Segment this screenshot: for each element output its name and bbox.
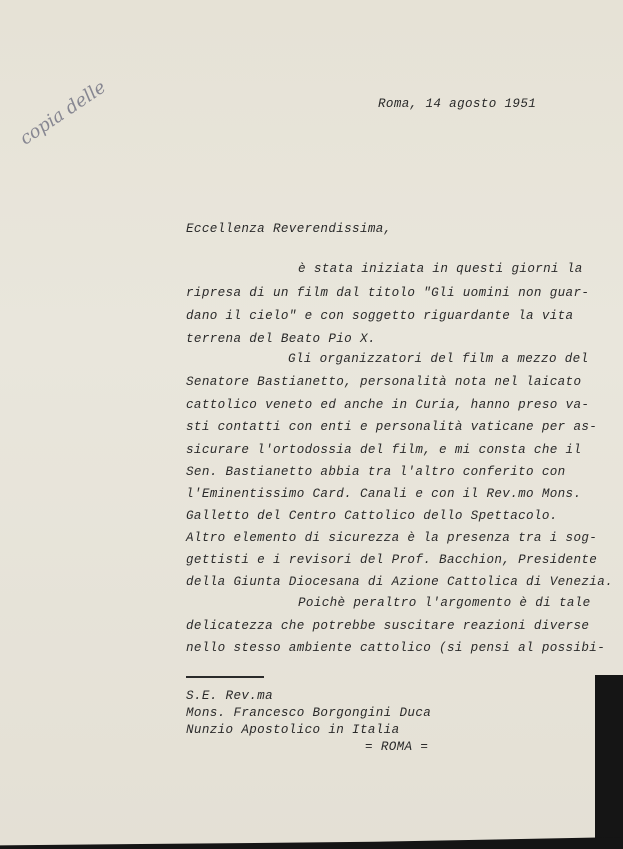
letter-date: Roma, 14 agosto 1951	[378, 97, 537, 111]
body-line: sti contatti con enti e personalità vaticane per as-	[186, 420, 598, 434]
addressee-line: Nunzio Apostolico in Italia	[186, 723, 400, 737]
body-line: terrena del Beato Pio X.	[186, 332, 376, 346]
body-line: sicurare l'ortodossia del film, e mi consta che il	[186, 443, 582, 457]
body-line: dano il cielo" e con soggetto riguardante la vita	[186, 309, 574, 323]
handwritten-margin-note: copia delle	[16, 76, 110, 150]
body-line: gettisti e i revisori del Prof. Bacchion, Presidente	[186, 553, 598, 567]
body-line: cattolico veneto ed anche in Curia, hanno preso va-	[186, 398, 590, 412]
body-line: delicatezza che potrebbe suscitare reazioni diverse	[186, 619, 590, 633]
separator-rule	[186, 676, 264, 678]
scan-edge	[0, 837, 623, 849]
salutation: Eccellenza Reverendissima,	[186, 222, 392, 236]
body-line: Senatore Bastianetto, personalità nota nel laicato	[186, 375, 582, 389]
body-line: Galletto del Centro Cattolico dello Spettacolo.	[186, 509, 558, 523]
addressee-line: Mons. Francesco Borgongini Duca	[186, 706, 432, 720]
scan-edge	[595, 675, 623, 849]
body-line: l'Eminentissimo Card. Canali e con il Rev.mo Mons.	[186, 487, 582, 501]
body-line: ripresa di un film dal titolo "Gli uomini non guar-	[186, 286, 590, 300]
body-line: Altro elemento di sicurezza è la presenza tra i sog-	[186, 531, 598, 545]
addressee-city: = ROMA =	[365, 740, 429, 754]
body-line: Gli organizzatori del film a mezzo del	[288, 352, 589, 366]
body-line: Sen. Bastianetto abbia tra l'altro conferito con	[186, 465, 566, 479]
body-line: della Giunta Diocesana di Azione Cattolica di Venezia.	[186, 575, 614, 589]
addressee-line: S.E. Rev.ma	[186, 689, 273, 703]
body-line: nello stesso ambiente cattolico (si pensi al possibi-	[186, 641, 606, 655]
body-line: è stata iniziata in questi giorni la	[298, 262, 583, 276]
body-line: Poichè peraltro l'argomento è di tale	[298, 596, 591, 610]
